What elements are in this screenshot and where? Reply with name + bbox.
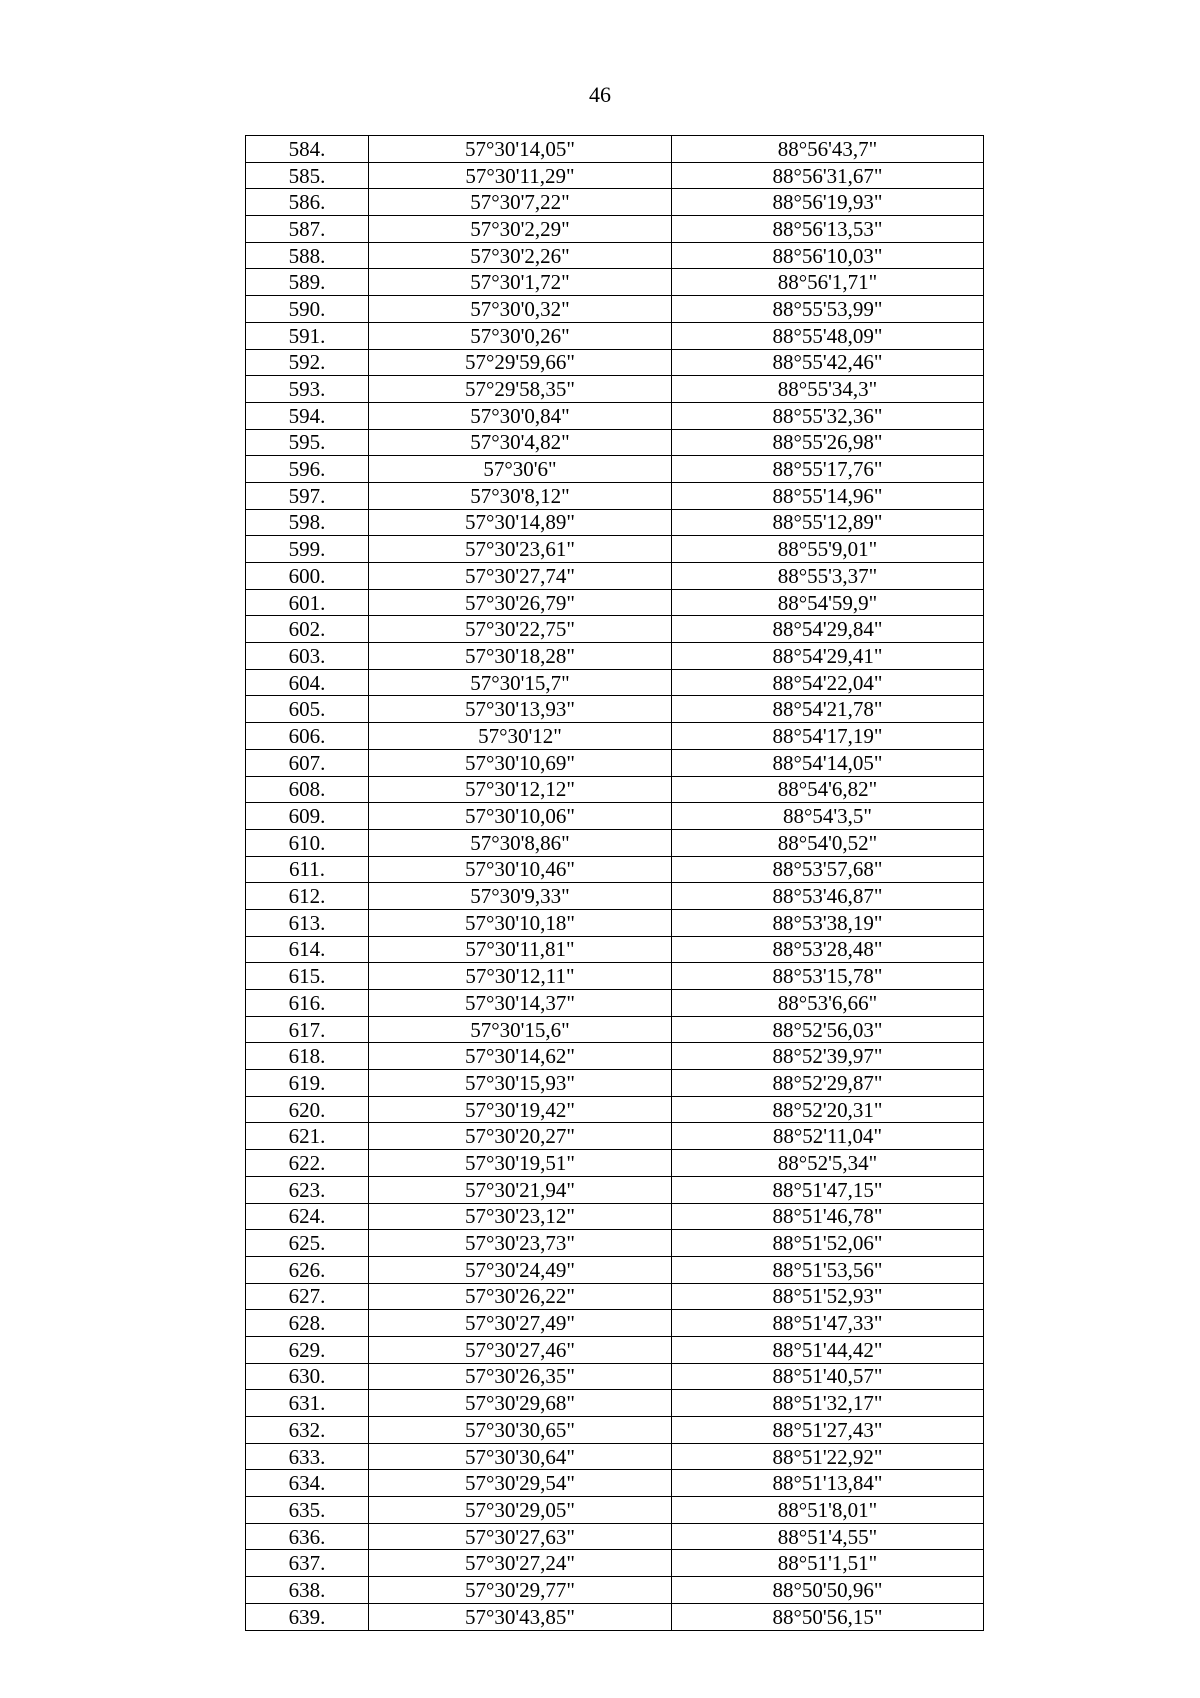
latitude-cell: 57°30'26,22" xyxy=(369,1283,672,1310)
latitude-cell: 57°30'0,84" xyxy=(369,402,672,429)
point-number-cell: 593. xyxy=(246,376,369,403)
table-row xyxy=(246,723,984,750)
latitude-cell: 57°30'19,42" xyxy=(369,1096,672,1123)
latitude-cell: 57°30'11,29" xyxy=(369,162,672,189)
point-number-cell: 614. xyxy=(246,936,369,963)
latitude-cell: 57°30'27,24" xyxy=(369,1550,672,1577)
point-number-cell: 600. xyxy=(246,563,369,590)
point-number-cell: 584. xyxy=(246,136,369,163)
point-number-cell: 601. xyxy=(246,589,369,616)
point-number-cell: 604. xyxy=(246,669,369,696)
point-number-cell: 628. xyxy=(246,1310,369,1337)
point-number-cell: 591. xyxy=(246,322,369,349)
table-row xyxy=(246,669,984,696)
point-number-cell: 638. xyxy=(246,1577,369,1604)
point-number-cell: 596. xyxy=(246,456,369,483)
latitude-cell: 57°30'29,05" xyxy=(369,1497,672,1524)
table-row xyxy=(246,1443,984,1470)
longitude-cell: 88°56'10,03" xyxy=(672,242,984,269)
longitude-cell: 88°51'52,93" xyxy=(672,1283,984,1310)
latitude-cell: 57°30'0,32" xyxy=(369,296,672,323)
point-number-cell: 587. xyxy=(246,216,369,243)
table-row xyxy=(246,589,984,616)
table-row xyxy=(246,829,984,856)
latitude-cell: 57°29'59,66" xyxy=(369,349,672,376)
longitude-cell: 88°51'46,78" xyxy=(672,1203,984,1230)
latitude-cell: 57°30'29,68" xyxy=(369,1390,672,1417)
point-number-cell: 636. xyxy=(246,1523,369,1550)
latitude-cell: 57°30'21,94" xyxy=(369,1176,672,1203)
point-number-cell: 633. xyxy=(246,1443,369,1470)
point-number-cell: 610. xyxy=(246,829,369,856)
latitude-cell: 57°30'27,49" xyxy=(369,1310,672,1337)
point-number-cell: 622. xyxy=(246,1150,369,1177)
latitude-cell: 57°30'14,05" xyxy=(369,136,672,163)
longitude-cell: 88°54'29,84" xyxy=(672,616,984,643)
latitude-cell: 57°30'2,29" xyxy=(369,216,672,243)
longitude-cell: 88°55'42,46" xyxy=(672,349,984,376)
latitude-cell: 57°30'23,73" xyxy=(369,1230,672,1257)
longitude-cell: 88°52'11,04" xyxy=(672,1123,984,1150)
point-number-cell: 605. xyxy=(246,696,369,723)
latitude-cell: 57°30'1,72" xyxy=(369,269,672,296)
longitude-cell: 88°53'38,19" xyxy=(672,909,984,936)
longitude-cell: 88°54'59,9" xyxy=(672,589,984,616)
longitude-cell: 88°51'52,06" xyxy=(672,1230,984,1257)
longitude-cell: 88°52'39,97" xyxy=(672,1043,984,1070)
longitude-cell: 88°51'8,01" xyxy=(672,1497,984,1524)
point-number-cell: 590. xyxy=(246,296,369,323)
latitude-cell: 57°30'30,65" xyxy=(369,1417,672,1444)
longitude-cell: 88°51'22,92" xyxy=(672,1443,984,1470)
longitude-cell: 88°55'32,36" xyxy=(672,402,984,429)
point-number-cell: 608. xyxy=(246,776,369,803)
latitude-cell: 57°30'2,26" xyxy=(369,242,672,269)
point-number-cell: 630. xyxy=(246,1363,369,1390)
longitude-cell: 88°51'4,55" xyxy=(672,1523,984,1550)
longitude-cell: 88°54'17,19" xyxy=(672,723,984,750)
longitude-cell: 88°55'48,09" xyxy=(672,322,984,349)
table-row xyxy=(246,482,984,509)
latitude-cell: 57°30'27,46" xyxy=(369,1336,672,1363)
latitude-cell: 57°30'24,49" xyxy=(369,1256,672,1283)
longitude-cell: 88°54'3,5" xyxy=(672,803,984,830)
longitude-cell: 88°54'6,82" xyxy=(672,776,984,803)
table-row xyxy=(246,349,984,376)
table-row xyxy=(246,1096,984,1123)
longitude-cell: 88°56'1,71" xyxy=(672,269,984,296)
point-number-cell: 627. xyxy=(246,1283,369,1310)
point-number-cell: 606. xyxy=(246,723,369,750)
point-number-cell: 585. xyxy=(246,162,369,189)
latitude-cell: 57°30'14,89" xyxy=(369,509,672,536)
table-row xyxy=(246,856,984,883)
longitude-cell: 88°55'53,99" xyxy=(672,296,984,323)
latitude-cell: 57°30'30,64" xyxy=(369,1443,672,1470)
latitude-cell: 57°30'18,28" xyxy=(369,643,672,670)
table-row xyxy=(246,1417,984,1444)
table-row xyxy=(246,1176,984,1203)
longitude-cell: 88°54'21,78" xyxy=(672,696,984,723)
latitude-cell: 57°30'9,33" xyxy=(369,883,672,910)
longitude-cell: 88°51'13,84" xyxy=(672,1470,984,1497)
table-row xyxy=(246,1203,984,1230)
table-row xyxy=(246,456,984,483)
table-row xyxy=(246,1577,984,1604)
longitude-cell: 88°54'14,05" xyxy=(672,749,984,776)
point-number-cell: 635. xyxy=(246,1497,369,1524)
latitude-cell: 57°30'27,63" xyxy=(369,1523,672,1550)
table-row xyxy=(246,803,984,830)
point-number-cell: 603. xyxy=(246,643,369,670)
table-row xyxy=(246,616,984,643)
latitude-cell: 57°30'4,82" xyxy=(369,429,672,456)
point-number-cell: 589. xyxy=(246,269,369,296)
longitude-cell: 88°53'28,48" xyxy=(672,936,984,963)
table-row xyxy=(246,1603,984,1630)
coordinates-table-body xyxy=(246,136,984,1631)
table-row xyxy=(246,1497,984,1524)
latitude-cell: 57°30'15,6" xyxy=(369,1016,672,1043)
latitude-cell: 57°30'29,77" xyxy=(369,1577,672,1604)
table-row xyxy=(246,429,984,456)
point-number-cell: 632. xyxy=(246,1417,369,1444)
table-row xyxy=(246,322,984,349)
latitude-cell: 57°30'15,7" xyxy=(369,669,672,696)
longitude-cell: 88°55'26,98" xyxy=(672,429,984,456)
point-number-cell: 612. xyxy=(246,883,369,910)
latitude-cell: 57°30'15,93" xyxy=(369,1070,672,1097)
longitude-cell: 88°55'17,76" xyxy=(672,456,984,483)
table-row xyxy=(246,216,984,243)
table-row xyxy=(246,1283,984,1310)
table-row xyxy=(246,402,984,429)
table-row xyxy=(246,269,984,296)
latitude-cell: 57°30'12,12" xyxy=(369,776,672,803)
point-number-cell: 595. xyxy=(246,429,369,456)
table-row xyxy=(246,1470,984,1497)
latitude-cell: 57°30'13,93" xyxy=(369,696,672,723)
longitude-cell: 88°53'46,87" xyxy=(672,883,984,910)
point-number-cell: 616. xyxy=(246,990,369,1017)
longitude-cell: 88°50'56,15" xyxy=(672,1603,984,1630)
point-number-cell: 625. xyxy=(246,1230,369,1257)
table-row xyxy=(246,242,984,269)
table-row xyxy=(246,1230,984,1257)
longitude-cell: 88°51'27,43" xyxy=(672,1417,984,1444)
coordinates-table xyxy=(245,135,984,1631)
table-row xyxy=(246,376,984,403)
table-row xyxy=(246,509,984,536)
table-row xyxy=(246,1150,984,1177)
table-row xyxy=(246,643,984,670)
latitude-cell: 57°30'26,35" xyxy=(369,1363,672,1390)
longitude-cell: 88°52'56,03" xyxy=(672,1016,984,1043)
table-row xyxy=(246,1043,984,1070)
point-number-cell: 629. xyxy=(246,1336,369,1363)
table-row xyxy=(246,1016,984,1043)
latitude-cell: 57°30'26,79" xyxy=(369,589,672,616)
table-row xyxy=(246,162,984,189)
point-number-cell: 634. xyxy=(246,1470,369,1497)
longitude-cell: 88°51'47,15" xyxy=(672,1176,984,1203)
longitude-cell: 88°53'57,68" xyxy=(672,856,984,883)
latitude-cell: 57°30'29,54" xyxy=(369,1470,672,1497)
longitude-cell: 88°51'32,17" xyxy=(672,1390,984,1417)
point-number-cell: 639. xyxy=(246,1603,369,1630)
latitude-cell: 57°30'23,12" xyxy=(369,1203,672,1230)
latitude-cell: 57°30'12" xyxy=(369,723,672,750)
table-row xyxy=(246,536,984,563)
table-row xyxy=(246,1310,984,1337)
latitude-cell: 57°30'10,18" xyxy=(369,909,672,936)
table-row xyxy=(246,1363,984,1390)
point-number-cell: 615. xyxy=(246,963,369,990)
longitude-cell: 88°54'22,04" xyxy=(672,669,984,696)
latitude-cell: 57°30'12,11" xyxy=(369,963,672,990)
longitude-cell: 88°50'50,96" xyxy=(672,1577,984,1604)
point-number-cell: 619. xyxy=(246,1070,369,1097)
latitude-cell: 57°30'7,22" xyxy=(369,189,672,216)
table-row xyxy=(246,909,984,936)
longitude-cell: 88°55'14,96" xyxy=(672,482,984,509)
table-row xyxy=(246,1123,984,1150)
point-number-cell: 618. xyxy=(246,1043,369,1070)
longitude-cell: 88°56'13,53" xyxy=(672,216,984,243)
latitude-cell: 57°30'0,26" xyxy=(369,322,672,349)
longitude-cell: 88°54'0,52" xyxy=(672,829,984,856)
table-row xyxy=(246,1256,984,1283)
longitude-cell: 88°52'29,87" xyxy=(672,1070,984,1097)
point-number-cell: 609. xyxy=(246,803,369,830)
longitude-cell: 88°51'44,42" xyxy=(672,1336,984,1363)
point-number-cell: 598. xyxy=(246,509,369,536)
point-number-cell: 631. xyxy=(246,1390,369,1417)
latitude-cell: 57°29'58,35" xyxy=(369,376,672,403)
table-row xyxy=(246,990,984,1017)
point-number-cell: 637. xyxy=(246,1550,369,1577)
table-row xyxy=(246,749,984,776)
point-number-cell: 626. xyxy=(246,1256,369,1283)
point-number-cell: 602. xyxy=(246,616,369,643)
table-row xyxy=(246,1336,984,1363)
latitude-cell: 57°30'23,61" xyxy=(369,536,672,563)
point-number-cell: 597. xyxy=(246,482,369,509)
longitude-cell: 88°53'15,78" xyxy=(672,963,984,990)
latitude-cell: 57°30'19,51" xyxy=(369,1150,672,1177)
table-row xyxy=(246,296,984,323)
point-number-cell: 599. xyxy=(246,536,369,563)
point-number-cell: 613. xyxy=(246,909,369,936)
point-number-cell: 611. xyxy=(246,856,369,883)
latitude-cell: 57°30'43,85" xyxy=(369,1603,672,1630)
table-row xyxy=(246,1523,984,1550)
latitude-cell: 57°30'27,74" xyxy=(369,563,672,590)
point-number-cell: 617. xyxy=(246,1016,369,1043)
longitude-cell: 88°51'47,33" xyxy=(672,1310,984,1337)
point-number-cell: 594. xyxy=(246,402,369,429)
latitude-cell: 57°30'10,06" xyxy=(369,803,672,830)
table-row xyxy=(246,563,984,590)
longitude-cell: 88°53'6,66" xyxy=(672,990,984,1017)
longitude-cell: 88°56'19,93" xyxy=(672,189,984,216)
longitude-cell: 88°55'34,3" xyxy=(672,376,984,403)
table-row xyxy=(246,776,984,803)
longitude-cell: 88°55'9,01" xyxy=(672,536,984,563)
point-number-cell: 607. xyxy=(246,749,369,776)
table-row xyxy=(246,136,984,163)
latitude-cell: 57°30'10,69" xyxy=(369,749,672,776)
latitude-cell: 57°30'8,12" xyxy=(369,482,672,509)
longitude-cell: 88°55'12,89" xyxy=(672,509,984,536)
longitude-cell: 88°56'43,7" xyxy=(672,136,984,163)
longitude-cell: 88°51'53,56" xyxy=(672,1256,984,1283)
latitude-cell: 57°30'14,62" xyxy=(369,1043,672,1070)
point-number-cell: 624. xyxy=(246,1203,369,1230)
point-number-cell: 620. xyxy=(246,1096,369,1123)
latitude-cell: 57°30'20,27" xyxy=(369,1123,672,1150)
latitude-cell: 57°30'22,75" xyxy=(369,616,672,643)
longitude-cell: 88°55'3,37" xyxy=(672,563,984,590)
point-number-cell: 623. xyxy=(246,1176,369,1203)
table-row xyxy=(246,883,984,910)
page-number: 46 xyxy=(589,82,611,107)
longitude-cell: 88°54'29,41" xyxy=(672,643,984,670)
table-row xyxy=(246,696,984,723)
table-row xyxy=(246,1390,984,1417)
longitude-cell: 88°52'20,31" xyxy=(672,1096,984,1123)
table-row xyxy=(246,1070,984,1097)
point-number-cell: 588. xyxy=(246,242,369,269)
table-row xyxy=(246,1550,984,1577)
point-number-cell: 592. xyxy=(246,349,369,376)
longitude-cell: 88°51'40,57" xyxy=(672,1363,984,1390)
latitude-cell: 57°30'11,81" xyxy=(369,936,672,963)
point-number-cell: 586. xyxy=(246,189,369,216)
longitude-cell: 88°51'1,51" xyxy=(672,1550,984,1577)
point-number-cell: 621. xyxy=(246,1123,369,1150)
latitude-cell: 57°30'14,37" xyxy=(369,990,672,1017)
table-row xyxy=(246,963,984,990)
table-row xyxy=(246,936,984,963)
longitude-cell: 88°52'5,34" xyxy=(672,1150,984,1177)
latitude-cell: 57°30'8,86" xyxy=(369,829,672,856)
table-row xyxy=(246,189,984,216)
longitude-cell: 88°56'31,67" xyxy=(672,162,984,189)
latitude-cell: 57°30'6" xyxy=(369,456,672,483)
latitude-cell: 57°30'10,46" xyxy=(369,856,672,883)
